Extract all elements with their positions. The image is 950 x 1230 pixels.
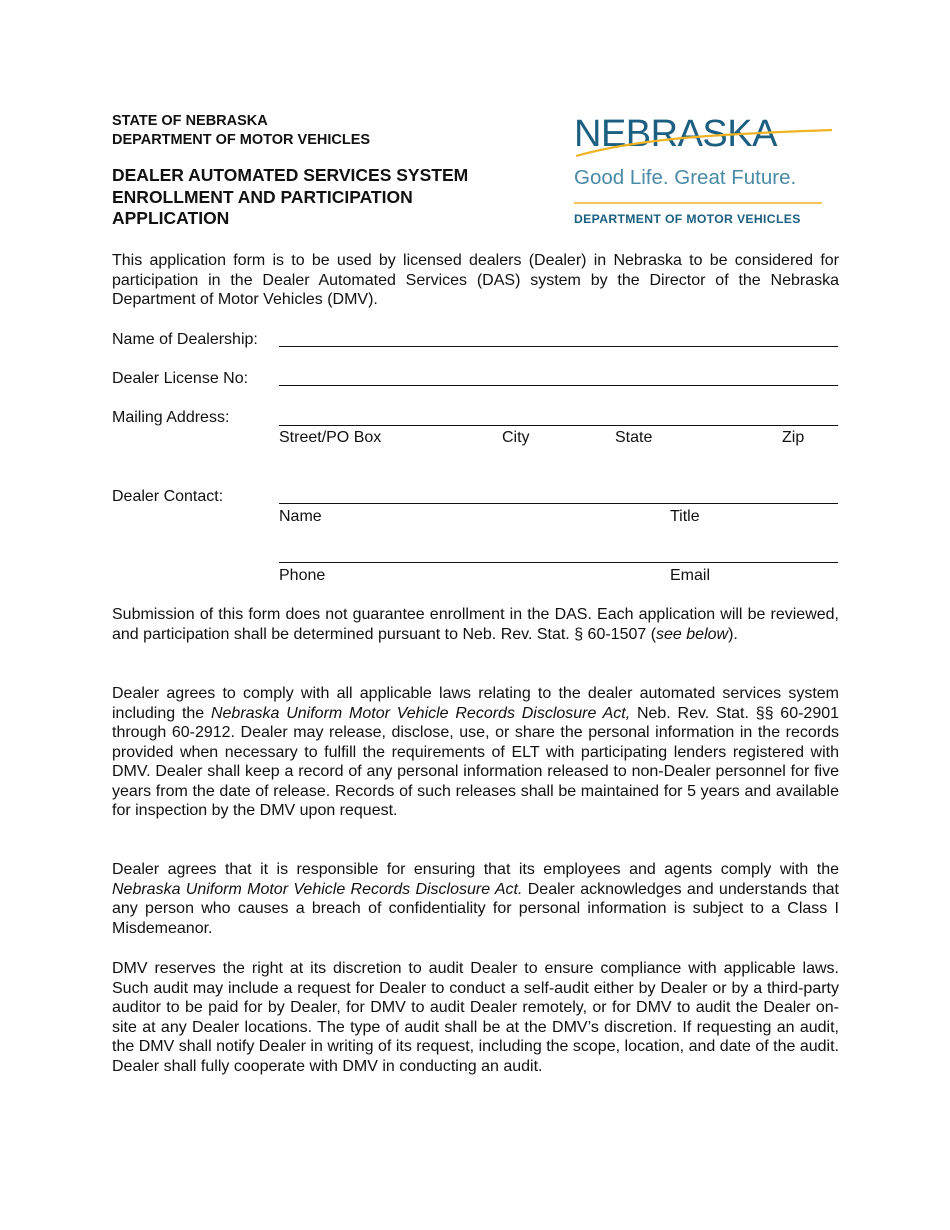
mailing-address-field[interactable] (279, 425, 838, 426)
title-sublabel: Title (670, 508, 700, 525)
submission-paragraph (112, 605, 839, 644)
form-title-line-3: APPLICATION (112, 208, 230, 228)
compliance-text-end: Neb. Rev. Stat. §§ 60-2901 through 60-2912. Dealer may release, disclose, use, or share the personal information in the records provided when necessary to fulfill the requirements of ELT with participating lenders registered with DMV. Dealer shall keep a record of any personal information released to non-Dealer personnel for five years from the date of release. Records of such releases shall be maintained for 5 years and available for inspection by the DMV upon request. (112, 704, 840, 819)
form-title (112, 165, 468, 230)
compliance-paragraph (112, 684, 839, 821)
mailing-address-label: Mailing Address: (112, 409, 230, 426)
responsibility-paragraph (112, 860, 839, 938)
responsibility-text-start: Dealer agrees that it is responsible for ensuring that its employees and agents comply with the (112, 861, 839, 878)
logo-department: DEPARTMENT OF MOTOR VEHICLES (574, 212, 801, 226)
nebraska-dmv-logo (570, 108, 840, 228)
compliance-text-start: Dealer agrees to comply with all applicable laws relating to the dealer automated services system including the (112, 685, 839, 722)
agency-state: STATE OF NEBRASKA (112, 113, 268, 129)
logo-tagline: Good Life. Great Future. (574, 166, 797, 189)
responsibility-text-end: Dealer acknowledges and understands that any person who causes a breach of confidentiality for personal information is subject to a Class I Misdemeanor. (112, 880, 839, 937)
agency-department: DEPARTMENT OF MOTOR VEHICLES (112, 132, 371, 148)
name-sublabel: Name (279, 508, 322, 525)
form-title-line-2: ENROLLMENT AND PARTICIPATION (112, 186, 413, 207)
street-sublabel: Street/PO Box (279, 429, 382, 446)
act-name-text: Nebraska Uniform Motor Vehicle Records Disclosure Act, (210, 704, 631, 722)
audit-paragraph: DMV reserves the right at its discretion to audit Dealer to ensure compliance with applicable laws. Such audit may include a request for Dealer to conduct a self-audit either by Dealer or by a third-party auditor to be paid for by Dealer, for DMV to audit Dealer remotely, or for DMV to audit the Dealer on-site at any Dealer locations. The type of audit shall be at the DMV’s discretion. If requesting an audit, the DMV shall notify Dealer in writing of its request, including the scope, location, and date of the audit. Dealer shall fully cooperate with DMV in conducting an audit. (112, 960, 839, 1075)
license-number-field[interactable] (279, 385, 838, 386)
phone-sublabel: Phone (279, 567, 326, 584)
email-sublabel: Email (670, 567, 711, 584)
contact-name-title-field[interactable] (279, 503, 838, 504)
submission-text-end: ). (728, 625, 738, 643)
agency-header (112, 112, 370, 150)
dealership-name-field[interactable] (279, 346, 838, 347)
zip-sublabel: Zip (782, 429, 805, 446)
submission-text: Submission of this form does not guarantee enrollment in the DAS. Each application will be reviewed, and participation shall be determined pursuant to Neb. Rev. Stat. § 60-1507 ( (112, 606, 839, 643)
dealer-contact-label: Dealer Contact: (112, 488, 224, 505)
city-sublabel: City (502, 429, 530, 446)
form-title-line-1: DEALER AUTOMATED SERVICES SYSTEM (112, 165, 469, 185)
state-sublabel: State (615, 429, 653, 446)
logo-wordmark: NEBRASKA (574, 113, 777, 155)
dealership-name-label: Name of Dealership: (112, 331, 258, 348)
license-number-label: Dealer License No: (112, 370, 249, 387)
act-name-text-2: Nebraska Uniform Motor Vehicle Records Disclosure Act. (112, 880, 523, 898)
see-below-text: see below (656, 625, 729, 643)
contact-phone-email-field[interactable] (279, 562, 838, 563)
intro-paragraph: This application form is to be used by licensed dealers (Dealer) in Nebraska to be considered for participation in the Dealer Automated Services (DAS) system by the Director of the Nebraska Department of Motor Vehicles (DMV). (112, 252, 839, 308)
